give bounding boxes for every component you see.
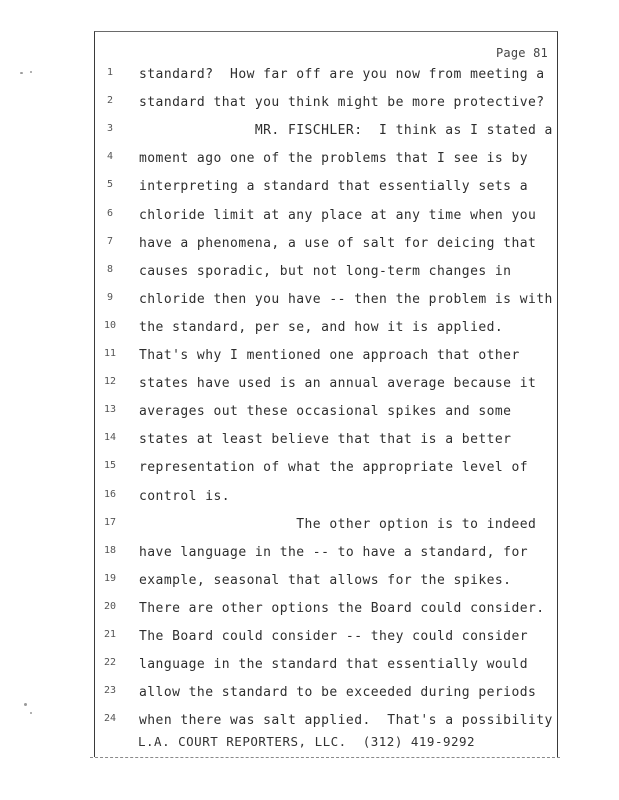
scan-speck — [20, 72, 23, 74]
line-text: when there was salt applied. That's a possibility — [139, 713, 553, 729]
line-number: 13 — [103, 404, 117, 416]
transcript-line — [0, 629, 619, 649]
line-number: 14 — [103, 432, 117, 444]
line-text: MR. FISCHLER: I think as I stated a — [139, 123, 553, 139]
transcript-line — [0, 432, 619, 452]
line-text: moment ago one of the problems that I see is by — [139, 151, 529, 167]
line-text: representation of what the appropriate level of — [139, 460, 529, 476]
line-text: have a phenomena, a use of salt for deicing that — [139, 235, 537, 251]
transcript-line — [0, 264, 619, 284]
line-number: 15 — [103, 460, 117, 472]
line-text: That's why I mentioned one approach that other — [139, 348, 520, 363]
line-number: 6 — [106, 207, 114, 219]
line-text: averages out these occasional spikes and some — [139, 404, 512, 420]
line-number: 8 — [106, 263, 114, 275]
transcript-line — [0, 67, 619, 87]
scan-speck — [30, 712, 32, 714]
transcript-line — [0, 657, 619, 677]
scan-speck — [24, 703, 27, 706]
transcript-line — [0, 601, 619, 621]
transcript-line — [0, 292, 619, 312]
line-text: The Board could consider -- they could consider — [139, 629, 529, 644]
line-text: example, seasonal that allows for the spikes. — [139, 572, 512, 588]
line-number: 2 — [106, 95, 114, 107]
transcript-line — [0, 123, 619, 143]
line-text: states at least believe that that is a better — [139, 432, 512, 448]
transcript-line — [0, 685, 619, 705]
transcript-line — [0, 517, 619, 537]
transcript-line — [0, 713, 619, 733]
line-number: 19 — [103, 572, 117, 584]
transcript-line — [0, 573, 619, 593]
line-text: control is. — [139, 488, 231, 504]
line-text: states have used is an annual average because it — [139, 376, 537, 392]
line-number: 12 — [103, 376, 117, 388]
transcript-line — [0, 208, 619, 228]
line-number: 18 — [103, 544, 117, 556]
page-number: Page 81 — [496, 46, 548, 60]
line-text: standard that you think might be more protective? — [139, 95, 545, 111]
line-number: 10 — [103, 319, 117, 331]
transcript-line — [0, 236, 619, 256]
line-number: 17 — [103, 516, 117, 528]
line-text: standard? How far off are you now from meeting a — [139, 67, 545, 82]
line-text: The other option is to indeed — [139, 516, 537, 532]
line-number: 22 — [103, 657, 117, 669]
line-text: have language in the -- to have a standard, for — [139, 544, 529, 560]
line-number: 4 — [106, 151, 114, 163]
line-text: allow the standard to be exceeded during periods — [139, 685, 537, 701]
transcript-line — [0, 95, 619, 115]
line-number: 3 — [106, 123, 114, 135]
line-number: 24 — [103, 713, 117, 725]
line-text: language in the standard that essentially would — [139, 657, 529, 673]
transcript-line — [0, 460, 619, 480]
line-number: 5 — [106, 179, 114, 191]
line-text: There are other options the Board could consider. — [139, 600, 545, 616]
line-number: 9 — [106, 291, 114, 303]
line-number: 7 — [106, 235, 114, 247]
transcript-line — [0, 404, 619, 424]
line-number: 1 — [106, 67, 114, 78]
scan-speck — [30, 71, 32, 73]
line-number: 11 — [103, 348, 117, 359]
line-number: 21 — [103, 629, 117, 640]
transcript-line — [0, 348, 619, 368]
transcript-line — [0, 376, 619, 396]
transcript-line — [0, 489, 619, 509]
line-text: the standard, per se, and how it is applied. — [139, 319, 504, 335]
line-number: 16 — [103, 488, 117, 500]
line-text: chloride limit at any place at any time when you — [139, 207, 537, 223]
line-text: causes sporadic, but not long-term changes in — [139, 263, 512, 279]
transcript-line — [0, 320, 619, 340]
court-reporter-footer: L.A. COURT REPORTERS, LLC. (312) 419-9292 — [138, 734, 476, 749]
line-number: 23 — [103, 685, 117, 697]
line-text: interpreting a standard that essentially sets a — [139, 179, 529, 195]
transcript-line — [0, 151, 619, 171]
bottom-rule — [90, 757, 560, 758]
transcript-line — [0, 179, 619, 199]
transcript-line — [0, 545, 619, 565]
line-text: chloride then you have -- then the problem is with — [139, 291, 553, 307]
line-number: 20 — [103, 600, 117, 612]
